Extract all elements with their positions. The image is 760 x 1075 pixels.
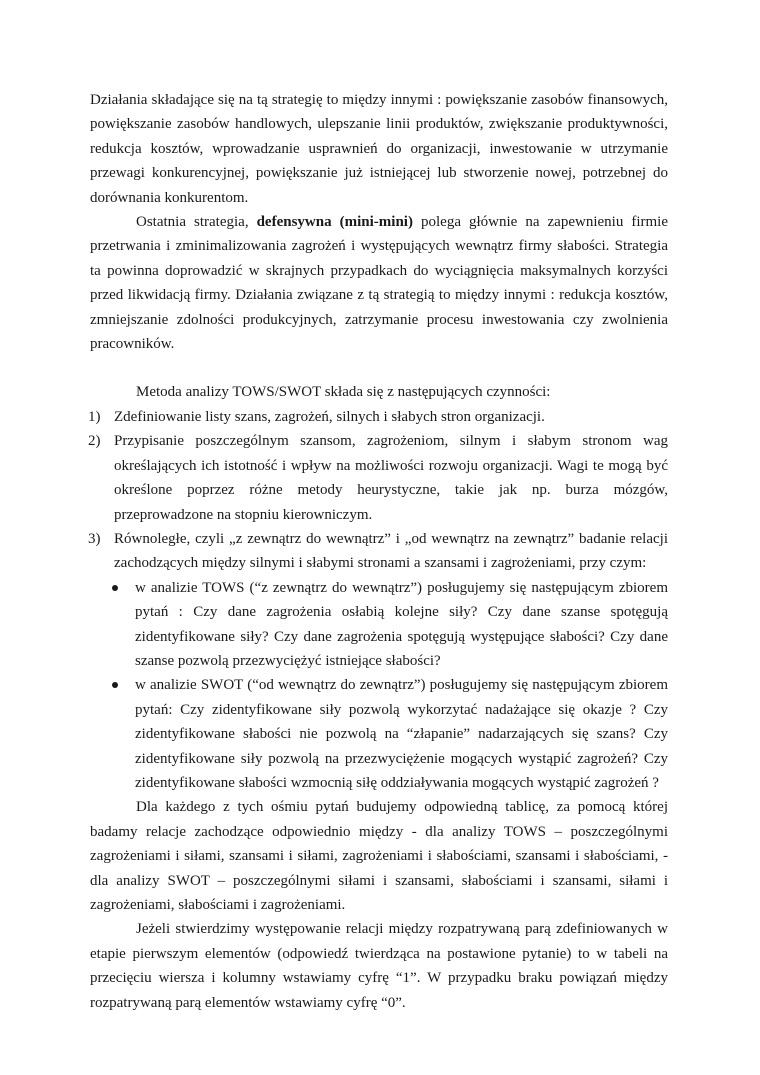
- bullet-text: w analizie TOWS (“z zewnątrz do wewnątrz”) posługujemy się następującym zbiorem pytań : Czy dane zagrożenia osłabią kolejne siły? Czy dane szanse spotęgują zidentyfikowane siły? Czy dane zagrożenia spotęgują występujące słabości? Czy dane szanse pozwolą przezwyciężyć istniejące słabości?: [135, 579, 668, 669]
- paragraph-binary-values: Jeżeli stwierdzimy występowanie relacji między rozpatrywaną parą zdefiniowanych w etapie pierwszym elementów (odpowiedź twierdząca na postawione pytanie) to w tabeli na przecięciu wiersza i kolumny wstawiamy cyfrę “1”. W przypadku braku powiązań między rozpatrywaną parą elementów wstawiamy cyfrę “0”.: [90, 921, 668, 1011]
- step-text: Przypisanie poszczególnym szansom, zagrożeniom, silnym i słabym stronom wag określających ich istotność i wpływ na możliwości rozwoju organizacji. Wagi te mogą być określone poprzez różne metody heurystyczne, takie jak np. burza mózgów, przeprowadzone na stopniu kierowniczym.: [114, 433, 668, 523]
- method-step-2: [90, 429, 668, 527]
- bullet-dot-icon: [112, 585, 118, 591]
- paragraph-spacer: [90, 356, 668, 380]
- method-intro: Metoda analizy TOWS/SWOT składa się z następujących czynności:: [136, 384, 551, 401]
- bullet-swot-questions: [90, 673, 668, 795]
- method-step-1: [90, 405, 668, 429]
- paragraph-relation-tables: Dla każdego z tych ośmiu pytań budujemy odpowiedną tablicę, za pomocą której badamy relacje zachodzące odpowiednio między - dla analizy TOWS – poszczególnymi zagrożeniami i siłami, szansami i siłami, zagrożeniami i słabościami, szansami i słabościami, - dla analizy SWOT – poszczególnymi siłami i szansami, słabościami i szansami, siłami i zagrożeniami, słabościami i zagrożeniami.: [90, 799, 668, 913]
- step-number: 1): [88, 408, 101, 425]
- method-step-3: [90, 527, 668, 576]
- bullet-dot-icon: [112, 682, 118, 688]
- paragraph-defensive-intro: Ostatnia strategia,: [136, 214, 257, 231]
- analysis-questions-list: [90, 576, 668, 796]
- step-text: Równoległe, czyli „z zewnątrz do wewnątrz” i „od wewnątrz na zewnątrz” badanie relacji zachodzących między silnymi i słabymi stronami a szansami i zagrożeniami, przy czym:: [114, 530, 668, 572]
- bullet-tows-questions: [90, 576, 668, 674]
- document-body: [90, 88, 668, 1015]
- step-number: 2): [88, 433, 101, 450]
- step-text: Zdefiniowanie listy szans, zagrożeń, silnych i słabych stron organizacji.: [114, 408, 545, 425]
- paragraph-actions: Działania składające się na tą strategię to między innymi : powiększanie zasobów finansowych, powiększanie zasobów handlowych, ulepszanie linii produktów, zwiększanie produktywności, redukcja kosztów, wprowadzanie usprawnień do organizacji, inwestowanie w utrzymanie przewagi konkurencyjnej, powiększanie już istniejącej lub stworzenie nowej, potrzebnej do dorównania konkurentom.: [90, 92, 668, 206]
- step-number: 3): [88, 530, 101, 547]
- bullet-text: w analizie SWOT (“od wewnątrz do zewnątrz”) posługujemy się następującym zbiorem pytań: Czy zidentyfikowane siły pozwolą wykorzytać nadażające się okazje ? Czy zidentyfikowane słabości nie pozwolą na “złapanie” nadarzających się szans? Czy zidentyfikowane siły pozwolą na przezwyciężenie mogących wystąpić zagrożeń? Czy zidentyfikowane słabości wzmocnią siłę oddziaływania mogących wystąpić zagrożeń ?: [135, 677, 668, 791]
- defensive-strategy-term: defensywna (mini-mini): [256, 214, 413, 231]
- paragraph-defensive-rest: polega głównie na zapewnieniu firmie przetrwania i zminimalizowania zagrożeń i występujących wewnątrz firmy słabości. Strategia ta powinna doprowadzić w skrajnych przypadkach do wyciągnięcia maksymalnych korzyści przed likwidacją firmy. Działania związane z tą strategią to między innymi : redukcja kosztów, zmniejszanie zdolności produkcyjnych, zatrzymanie procesu inwestowania czy zwolnienia pracowników.: [90, 214, 669, 353]
- method-steps-list: [90, 405, 668, 576]
- paragraph-defensive-strategy: [90, 210, 668, 356]
